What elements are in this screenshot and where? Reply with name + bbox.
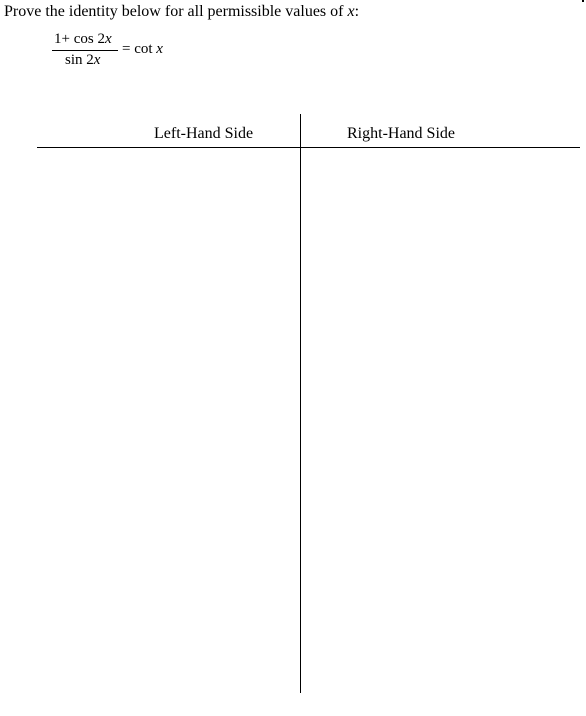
proof-table [37, 114, 580, 694]
left-hand-side-work-area[interactable] [37, 148, 300, 693]
fraction-denominator [65, 51, 100, 69]
denominator-variable: x [93, 52, 101, 68]
numerator-variable: x [104, 31, 112, 47]
denominator-text: sin 2 [65, 52, 94, 68]
prompt-variable: x [347, 3, 355, 20]
numerator-text: 1+ cos 2 [54, 31, 105, 47]
prompt-text: Prove the identity below for all permissible values of [4, 3, 348, 20]
fraction-numerator [54, 30, 112, 48]
prompt-punct: : [354, 3, 360, 20]
right-hand-side-header: Right-Hand Side [347, 125, 455, 142]
rhs-text: = cot [122, 41, 157, 57]
left-hand-side-header: Left-Hand Side [154, 125, 254, 142]
rhs-expression [122, 40, 163, 58]
right-hand-side-work-area[interactable] [301, 148, 580, 693]
rhs-variable: x [156, 41, 163, 57]
question-prompt [4, 2, 359, 22]
tick-mark [582, 0, 584, 2]
